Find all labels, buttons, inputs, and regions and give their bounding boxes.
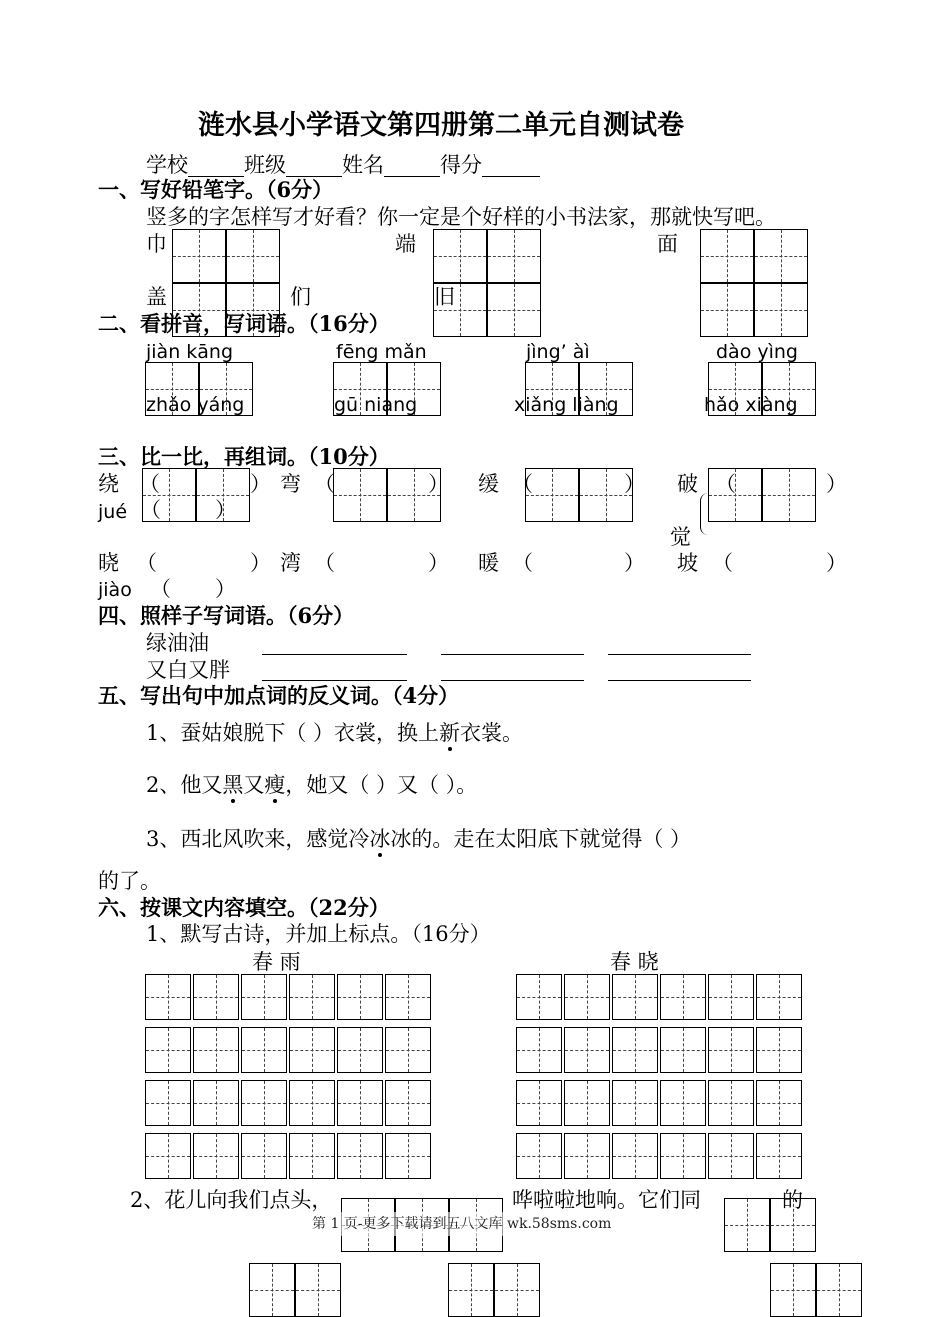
poem-writing-cell[interactable] bbox=[193, 974, 239, 1020]
writing-cell[interactable] bbox=[770, 1263, 816, 1317]
char-jue: 觉 bbox=[670, 525, 691, 549]
paren-open: （ bbox=[140, 498, 161, 522]
section-3-heading: 三、比一比，再组词。（10分） bbox=[98, 444, 390, 469]
writing-cell[interactable] bbox=[700, 283, 754, 337]
poem-writing-cell[interactable] bbox=[516, 974, 562, 1020]
pinyin: jiàn kāng bbox=[146, 341, 234, 363]
poem-writing-cell[interactable] bbox=[385, 974, 431, 1020]
poem-writing-cell[interactable] bbox=[289, 1080, 335, 1126]
pinyin: zhǎo yáng bbox=[146, 394, 245, 416]
poem-writing-cell[interactable] bbox=[193, 1133, 239, 1179]
poem-writing-cell[interactable] bbox=[145, 1080, 191, 1126]
answer-line[interactable] bbox=[262, 654, 407, 655]
paren-close: ） bbox=[826, 472, 847, 496]
poem-writing-cell[interactable] bbox=[708, 1080, 754, 1126]
section-5-heading: 五、写出句中加点词的反义词。（4分） bbox=[98, 683, 460, 708]
school-label: 学校 bbox=[146, 153, 188, 177]
poem-writing-cell[interactable] bbox=[241, 1080, 287, 1126]
char-jiu: 旧 bbox=[434, 285, 455, 309]
char-duan: 端 bbox=[395, 232, 416, 256]
paren-close: ） bbox=[250, 551, 271, 575]
writing-cell[interactable] bbox=[754, 283, 808, 337]
poem-writing-cell[interactable] bbox=[516, 1133, 562, 1179]
poem-writing-cell[interactable] bbox=[337, 974, 383, 1020]
writing-cell[interactable] bbox=[487, 283, 541, 337]
poem-writing-cell[interactable] bbox=[193, 1080, 239, 1126]
poem-writing-cell[interactable] bbox=[337, 1027, 383, 1073]
writing-cell[interactable] bbox=[700, 229, 754, 283]
writing-cell[interactable] bbox=[754, 229, 808, 283]
writing-cell[interactable] bbox=[333, 468, 387, 522]
poem-writing-cell[interactable] bbox=[612, 1027, 658, 1073]
char-jin: 巾 bbox=[146, 232, 167, 256]
name-blank[interactable] bbox=[384, 156, 440, 177]
paren-close: ） bbox=[428, 551, 449, 575]
poem-writing-cell[interactable] bbox=[708, 1027, 754, 1073]
writing-cell[interactable] bbox=[448, 1263, 494, 1317]
pinyin: dào yìng bbox=[716, 341, 798, 363]
compare-char: 湾 bbox=[280, 551, 301, 575]
question-5-3: 3、西北风吹来，感觉冷冰冰的。走在太阳底下就觉得（ ） bbox=[146, 827, 692, 851]
example-2: 又白又胖 bbox=[146, 658, 230, 682]
name-label: 姓名 bbox=[342, 153, 384, 177]
writing-cell[interactable] bbox=[226, 229, 280, 283]
poem-writing-cell[interactable] bbox=[612, 1133, 658, 1179]
poem-writing-cell[interactable] bbox=[385, 1027, 431, 1073]
poem-title-1: 春 雨 bbox=[252, 950, 301, 974]
compare-char: 晓 bbox=[98, 551, 119, 575]
brace bbox=[700, 493, 713, 535]
poem-writing-cell[interactable] bbox=[337, 1080, 383, 1126]
paren-open: （ bbox=[314, 472, 335, 496]
school-blank[interactable] bbox=[188, 156, 244, 177]
compare-char: 坡 bbox=[677, 551, 698, 575]
paren-open: （ bbox=[512, 472, 533, 496]
poem-writing-cell[interactable] bbox=[289, 974, 335, 1020]
poem-writing-cell[interactable] bbox=[241, 1133, 287, 1179]
example-1: 绿油油 bbox=[146, 631, 209, 655]
compare-char: 缓 bbox=[478, 472, 499, 496]
poem-writing-cell[interactable] bbox=[660, 974, 706, 1020]
poem-writing-cell[interactable] bbox=[612, 974, 658, 1020]
writing-cell[interactable] bbox=[724, 1198, 770, 1252]
pinyin: xiǎng liàng bbox=[514, 394, 619, 416]
char-men: 们 bbox=[290, 285, 311, 309]
poem-writing-cell[interactable] bbox=[289, 1027, 335, 1073]
dotted-word: 瘦 bbox=[264, 773, 286, 797]
paren-open: （ bbox=[136, 551, 157, 575]
poem-writing-cell[interactable] bbox=[756, 974, 802, 1020]
writing-cell[interactable] bbox=[172, 229, 226, 283]
writing-cell[interactable] bbox=[487, 229, 541, 283]
section-2-heading: 二、看拼音，写词语。（16分） bbox=[98, 311, 390, 336]
writing-cell[interactable] bbox=[525, 468, 579, 522]
pinyin: gū niang bbox=[334, 394, 418, 416]
poem-writing-cell[interactable] bbox=[241, 974, 287, 1020]
compare-char: 暖 bbox=[478, 551, 499, 575]
page-title: 涟水县小学语文第四册第二单元自测试卷 bbox=[198, 110, 684, 141]
writing-cell[interactable] bbox=[433, 283, 487, 337]
poem-writing-cell[interactable] bbox=[660, 1027, 706, 1073]
section-6-heading: 六、按课文内容填空。（22分） bbox=[98, 895, 390, 920]
poem-writing-cell[interactable] bbox=[516, 1080, 562, 1126]
poem-title-2: 春 晓 bbox=[610, 950, 659, 974]
answer-line[interactable] bbox=[441, 680, 584, 681]
answer-line[interactable] bbox=[608, 680, 751, 681]
paren-close: ） bbox=[250, 472, 271, 496]
section-4-heading: 四、照样子写词语。（6分） bbox=[98, 603, 355, 628]
poem-writing-cell[interactable] bbox=[564, 1080, 610, 1126]
paren-open: （ bbox=[150, 577, 171, 601]
poem-writing-cell[interactable] bbox=[145, 1133, 191, 1179]
paren-close: ） bbox=[428, 472, 449, 496]
section-1-heading: 一、写好铅笔字。（6分） bbox=[98, 177, 334, 202]
paren-open: （ bbox=[512, 551, 533, 575]
poem-writing-cell[interactable] bbox=[337, 1133, 383, 1179]
writing-cell[interactable] bbox=[295, 1263, 341, 1317]
paren-close: ） bbox=[215, 498, 236, 522]
score-blank[interactable] bbox=[482, 156, 540, 177]
class-label: 班级 bbox=[244, 153, 286, 177]
dotted-word: 冷冰冰 bbox=[348, 827, 412, 851]
pinyin: hǎo xiàng bbox=[704, 394, 798, 416]
paren-open: （ bbox=[314, 551, 335, 575]
writing-cell[interactable] bbox=[770, 1198, 816, 1252]
poem-writing-cell[interactable] bbox=[241, 1027, 287, 1073]
char-gai: 盖 bbox=[146, 285, 167, 309]
dotted-word: 黑 bbox=[222, 773, 244, 797]
pinyin-jue: jué bbox=[98, 501, 128, 523]
poem-writing-cell[interactable] bbox=[193, 1027, 239, 1073]
question-6-2b: 哗啦啦地响。它们同 bbox=[512, 1188, 701, 1212]
question-6-1: 1、默写古诗，并加上标点。（16分） bbox=[146, 922, 491, 946]
paren-open: （ bbox=[715, 472, 736, 496]
poem-writing-cell[interactable] bbox=[385, 1080, 431, 1126]
paren-open: （ bbox=[712, 551, 733, 575]
paren-close: ） bbox=[215, 577, 236, 601]
question-5-3-cont: 的了。 bbox=[98, 869, 161, 893]
answer-line[interactable] bbox=[608, 654, 751, 655]
pinyin-jiao: jiào bbox=[98, 579, 132, 601]
writing-cell[interactable] bbox=[494, 1263, 540, 1317]
poem-writing-cell[interactable] bbox=[145, 1027, 191, 1073]
pinyin: fēng mǎn bbox=[336, 341, 427, 363]
answer-line[interactable] bbox=[441, 654, 584, 655]
score-label: 得分 bbox=[440, 153, 482, 177]
page-footer: 第 1 页-更多下载请到五八文库 wk.58sms.com bbox=[312, 1212, 611, 1236]
poem-writing-cell[interactable] bbox=[516, 1027, 562, 1073]
dotted-word: 新 bbox=[439, 721, 461, 745]
writing-cell[interactable] bbox=[433, 229, 487, 283]
student-info bbox=[146, 153, 540, 177]
poem-writing-cell[interactable] bbox=[289, 1133, 335, 1179]
poem-writing-cell[interactable] bbox=[756, 1133, 802, 1179]
poem-writing-cell[interactable] bbox=[756, 1080, 802, 1126]
writing-cell[interactable] bbox=[249, 1263, 295, 1317]
char-mian: 面 bbox=[657, 232, 678, 256]
paren-close: ） bbox=[624, 551, 645, 575]
poem-writing-cell[interactable] bbox=[756, 1027, 802, 1073]
poem-writing-cell[interactable] bbox=[708, 974, 754, 1020]
poem-writing-cell[interactable] bbox=[145, 974, 191, 1020]
compare-char: 破 bbox=[677, 472, 698, 496]
poem-writing-cell[interactable] bbox=[564, 1027, 610, 1073]
answer-line[interactable] bbox=[262, 680, 407, 681]
question-5-2: 2、他又黑又瘦，她又（ ）又（ ）。 bbox=[146, 773, 478, 797]
compare-char: 弯 bbox=[280, 472, 301, 496]
section-1-intro: 竖多的字怎样写才好看？你一定是个好样的小书法家，那就快写吧。 bbox=[146, 205, 776, 229]
paren-close: ） bbox=[826, 551, 847, 575]
poem-writing-cell[interactable] bbox=[385, 1133, 431, 1179]
writing-cell[interactable] bbox=[762, 468, 816, 522]
poem-writing-cell[interactable] bbox=[660, 1080, 706, 1126]
poem-writing-cell[interactable] bbox=[564, 974, 610, 1020]
question-6-2c: 的 bbox=[782, 1188, 803, 1212]
class-blank[interactable] bbox=[286, 156, 342, 177]
compare-char: 绕 bbox=[98, 472, 119, 496]
writing-cell[interactable] bbox=[816, 1263, 862, 1317]
poem-writing-cell[interactable] bbox=[708, 1133, 754, 1179]
question-5-1: 1、蚕姑娘脱下（ ）衣裳，换上新衣裳。 bbox=[146, 721, 524, 745]
poem-writing-cell[interactable] bbox=[564, 1133, 610, 1179]
poem-writing-cell[interactable] bbox=[612, 1080, 658, 1126]
paren-close: ） bbox=[624, 472, 645, 496]
paren-open: （ bbox=[139, 472, 160, 496]
question-6-2a: 2、花儿向我们点头， bbox=[130, 1188, 333, 1212]
pinyin: jìng’ àì bbox=[526, 341, 590, 363]
poem-writing-cell[interactable] bbox=[660, 1133, 706, 1179]
